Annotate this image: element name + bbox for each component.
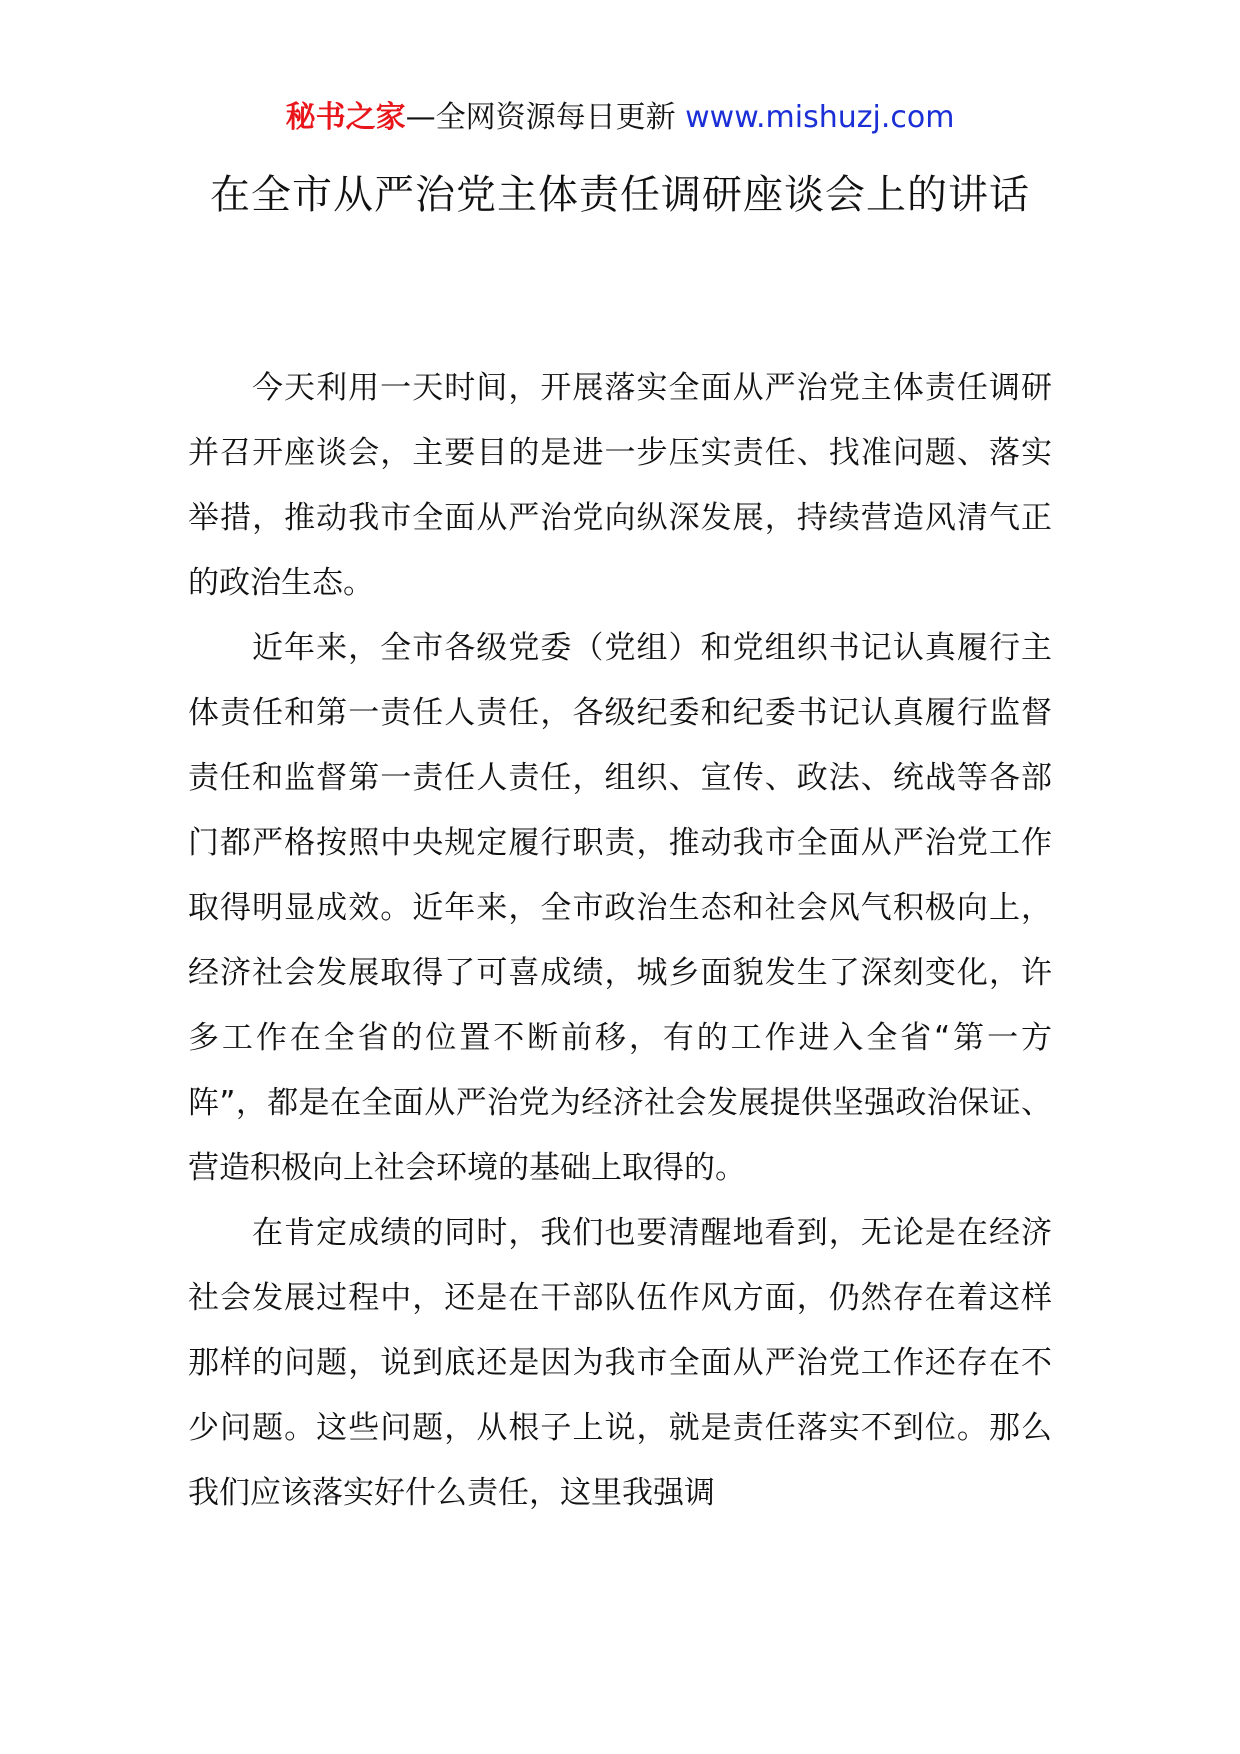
paragraph-3: 在肯定成绩的同时，我们也要清醒地看到，无论是在经济社会发展过程中，还是在干部队伍作风方面，仍然存在着这样那样的问题，说到底还是因为我市全面从严治党工作还存在不少问题。这些问题，从根子上说，就是责任落实不到位。那么我们应该落实好什么责任，这里我强调 (188, 1215, 1052, 1511)
site-url-link[interactable]: www.mishuzj.com (685, 100, 955, 135)
paragraph-2: 近年来，全市各级党委（党组）和党组织书记认真履行主体责任和第一责任人责任，各级纪委和纪委书记认真履行监督责任和监督第一责任人责任，组织、宣传、政法、统战等各部门都严格按照中央规定履行职责，推动我市全面从严治党工作取得明显成效。近年来，全市政治生态和社会风气积极向上，经济社会发展取得了可喜成绩，城乡面貌发生了深刻变化，许多工作在全省的位置不断前移，有的工作进入全省“第一方阵”，都是在全面从严治党为经济社会发展提供坚强政治保证、营造积极向上社会环境的基础上取得的。 (188, 630, 1052, 1186)
document-body (188, 356, 1052, 1526)
site-header (0, 98, 1240, 138)
site-tagline: —全网资源每日更新 (405, 100, 686, 135)
site-brand: 秘书之家 (285, 100, 406, 135)
document-title: 在全市从严治党主体责任调研座谈会上的讲话 (210, 172, 1030, 218)
paragraph-1: 今天利用一天时间，开展落实全面从严治党主体责任调研并召开座谈会，主要目的是进一步压实责任、找准问题、落实举措，推动我市全面从严治党向纵深发展，持续营造风清气正的政治生态。 (188, 370, 1052, 601)
